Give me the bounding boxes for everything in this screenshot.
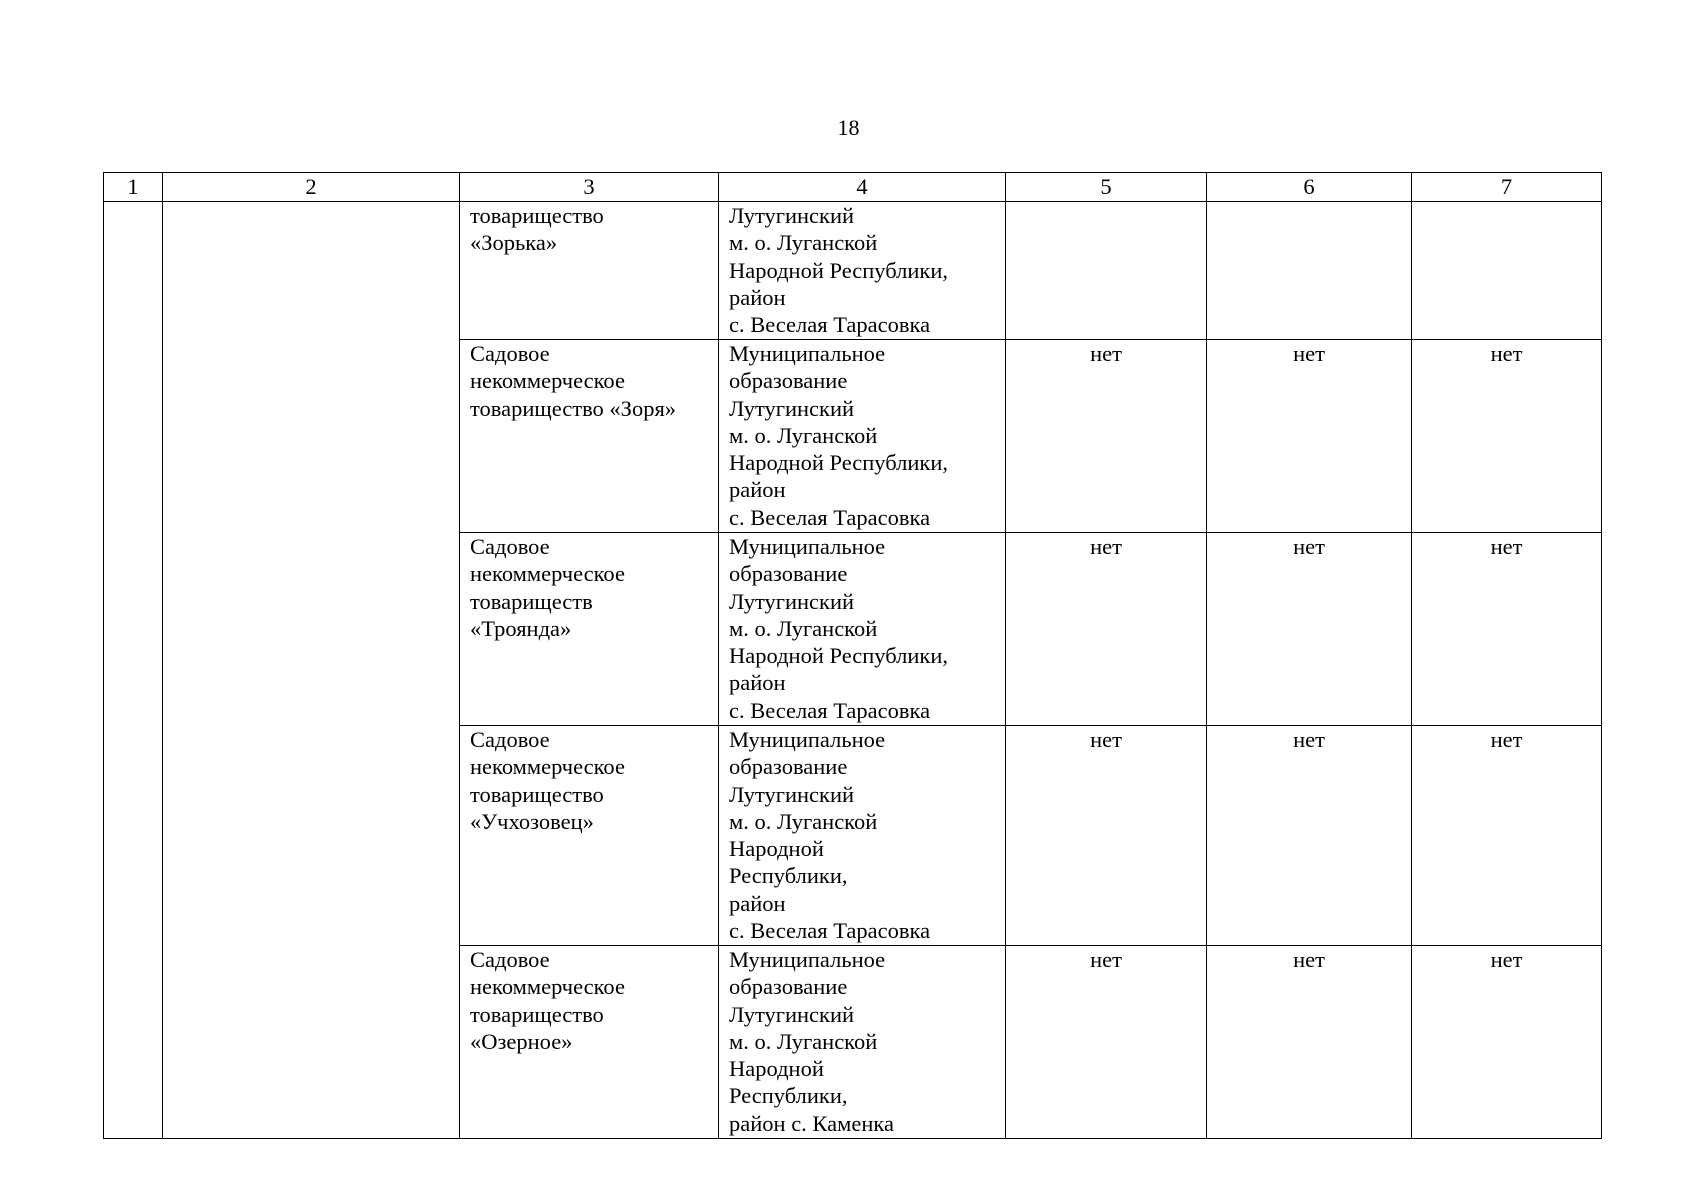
column-7-cell: нет	[1412, 533, 1602, 726]
column-2-merged-cell	[163, 202, 460, 1139]
table-header-row	[104, 173, 1602, 202]
column-header-6: 6	[1207, 173, 1412, 202]
location-cell: Муниципальное образование Лутугинский м. о. Луганской Народной Республики, район с. Веселая Тарасовка	[719, 533, 1006, 726]
location-cell: Муниципальное образование Лутугинский м. о. Луганской Народной Республики, район с. Веселая Тарасовка	[719, 340, 1006, 533]
organization-name-cell: Садовое некоммерческое товарищество «Учхозовец»	[460, 726, 719, 946]
organization-name-cell: Садовое некоммерческое товарищество «Озерное»	[460, 946, 719, 1139]
table-row	[104, 202, 1602, 340]
organization-name-cell: Садовое некоммерческое товариществ «Троянда»	[460, 533, 719, 726]
location-cell: Муниципальное образование Лутугинский м. о. Луганской Народной Республики, район с. Каменка	[719, 946, 1006, 1139]
organization-name-cell: Садовое некоммерческое товарищество «Зоря»	[460, 340, 719, 533]
column-6-cell: нет	[1207, 533, 1412, 726]
column-5-cell: нет	[1006, 340, 1207, 533]
column-7-cell: нет	[1412, 340, 1602, 533]
column-6-cell: нет	[1207, 726, 1412, 946]
column-6-cell: нет	[1207, 946, 1412, 1139]
column-header-4: 4	[719, 173, 1006, 202]
column-header-1: 1	[104, 173, 163, 202]
location-cell: Муниципальное образование Лутугинский м. о. Луганской Народной Республики, район с. Веселая Тарасовка	[719, 726, 1006, 946]
column-7-cell: нет	[1412, 946, 1602, 1139]
column-1-merged-cell	[104, 202, 163, 1139]
column-5-cell: нет	[1006, 533, 1207, 726]
column-5-cell: нет	[1006, 946, 1207, 1139]
column-6-cell: нет	[1207, 340, 1412, 533]
column-header-7: 7	[1412, 173, 1602, 202]
column-7-cell: нет	[1412, 726, 1602, 946]
data-table	[103, 172, 1602, 1139]
column-7-cell	[1412, 202, 1602, 340]
organization-name-cell: товарищество «Зорька»	[460, 202, 719, 340]
column-5-cell	[1006, 202, 1207, 340]
column-5-cell: нет	[1006, 726, 1207, 946]
page-number: 18	[837, 115, 860, 140]
column-header-2: 2	[163, 173, 460, 202]
column-6-cell	[1207, 202, 1412, 340]
column-header-5: 5	[1006, 173, 1207, 202]
column-header-3: 3	[460, 173, 719, 202]
location-cell: Лутугинский м. о. Луганской Народной Республики, район с. Веселая Тарасовка	[719, 202, 1006, 340]
